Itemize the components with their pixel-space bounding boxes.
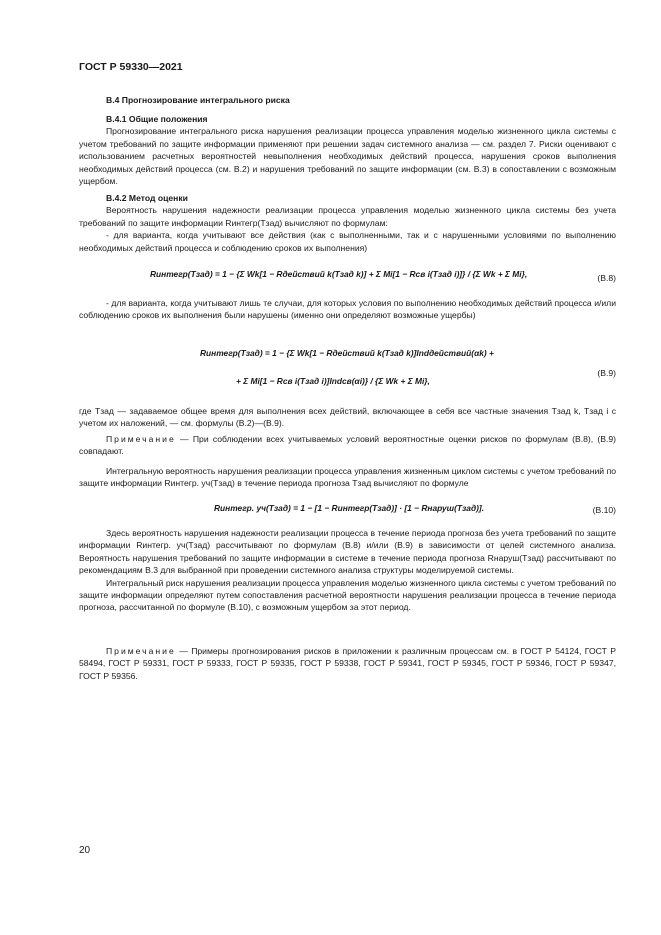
formula-b10: Rинтегр. уч(Tзад) = 1 − [1 − Rинтегр(Tзад)] · [1 − Rнаруш(Tзад)]. [214, 503, 485, 513]
note-text: — Примеры прогнозирования рисков в приложении к различным процессам см. в ГОСТ Р 54124, ГОСТ Р 58494, ГОСТ Р 59331, ГОСТ Р 59333, ГОСТ Р 59335, ГОСТ Р 59338, ГОСТ Р 59341, ГОСТ Р 59345, ГОСТ Р 59346, ГОСТ Р 59347, ГОСТ Р 59356. [79, 646, 616, 681]
note-text: — При соблюдении всех учитываемых условий вероятностные оценки рисков по формулам (В.8), (В.9) совпадают. [79, 434, 617, 457]
subsection-title: В.4.1 Общие положения [106, 114, 208, 124]
note-label: Примечание [106, 646, 176, 656]
paragraph: Интегральную вероятность нарушения реализации процесса управления жизненным циклом системы с учетом требований по защите информации Rинтегр. уч(Tзад) в течение периода прогноза Tзад вычисляют по формуле [79, 466, 616, 489]
subsection-title: В.4.2 Метод оценки [106, 193, 188, 203]
formula-b9-line1: Rинтегр(Tзад) = 1 − {Σ Wk[1 − Rдействий k(Tзад k)]Indдействий(αk) + [200, 348, 494, 358]
where-block [79, 405, 616, 430]
paragraph: Вероятность нарушения надежности реализации процесса управления моделью жизненного цикла системы без учета требований по защите информации Rинтегр(Tзад) вычисляют по формулам: [79, 205, 616, 228]
document-header: ГОСТ Р 59330—2021 [79, 61, 183, 73]
subsection-method [79, 192, 616, 254]
explain-paragraph [79, 527, 616, 614]
paragraph: Прогнозирование интегрального риска нарушения реализации процесса управления моделью жизненного цикла системы с учетом требований по защите информации применяют при решении задач системного анализа — см. раздел 7. Риски оценивают с использованием расчетных вероятностей невыполнения необходимых действий процесса, нарушения сроков выполнения необходимых действий процесса (см. В.2) и нарушения требований по защите информации (см. В.3) в сопоставлении с возможным ущербом. [79, 126, 616, 187]
formula-b8: Rинтегр(Tзад) = 1 − {Σ Wk[1 − Rдействий k(Tзад k)] + Σ Mi[1 − Rсв i(Tзад i)]} / {Σ Wk + Σ Mi}, [150, 269, 528, 279]
paragraph: Здесь вероятность нарушения надежности реализации процесса в течение периода прогноза без учета требований по защите информации Rинтегр. уч(Tзад) рассчитывают по формулам (В.8) и/или (В.9) в зависимости от целей системного анализа. Вероятность нарушения требований по защите информации в системе в течение периода прогноза Rнаруш(Tзад) рассчитывают по рекомендациям В.3 для выбранной при проведении системного анализа структуры моделируемой системы. [79, 528, 616, 576]
note-1 [79, 433, 616, 458]
equation-number: (В.10) [592, 505, 616, 515]
note-2 [79, 645, 616, 682]
paragraph: Интегральный риск нарушения реализации процесса управления моделью жизненного цикла системы с учетом требований по защите информации определяют путем сопоставления расчетной вероятности нарушения реализации процесса в течение периода прогноза, рассчитанной по формуле (В.10), с возможным ущербом за этот период. [79, 577, 616, 613]
note-label: Примечание [106, 434, 176, 444]
subsection-general [79, 113, 616, 187]
variant-2 [79, 297, 616, 322]
formula-b9-line2: + Σ Mi[1 − Rсв i(Tзад i)]Indсв(αi)} / {Σ Wk + Σ Mi}, [236, 376, 430, 386]
section-title: В.4 Прогнозирование интегрального риска [106, 95, 290, 105]
paragraph: где Tзад — задаваемое общее время для выполнения всех действий, включающее в себя все частные значения Tзад k, Tзад i с учетом их наложений, — см. формулы (В.2)—(В.9). [79, 406, 616, 429]
page-number: 20 [79, 845, 91, 856]
equation-number: (В.9) [597, 368, 616, 378]
paragraph: - для варианта, когда учитывают все действия (как с выполненными, так и с нарушенными условиями по выполнению необходимых действий процесса и соблюдению сроков их выполнения) [79, 230, 616, 253]
equation-number: (В.8) [597, 273, 616, 283]
paragraph: - для варианта, когда учитывают лишь те случаи, для которых условия по выполнению необходимых действий процесса и/или соблюдению сроков их выполнения были нарушены (именно они определяют возможные ущербы) [79, 298, 616, 321]
integral-paragraph [79, 465, 616, 490]
